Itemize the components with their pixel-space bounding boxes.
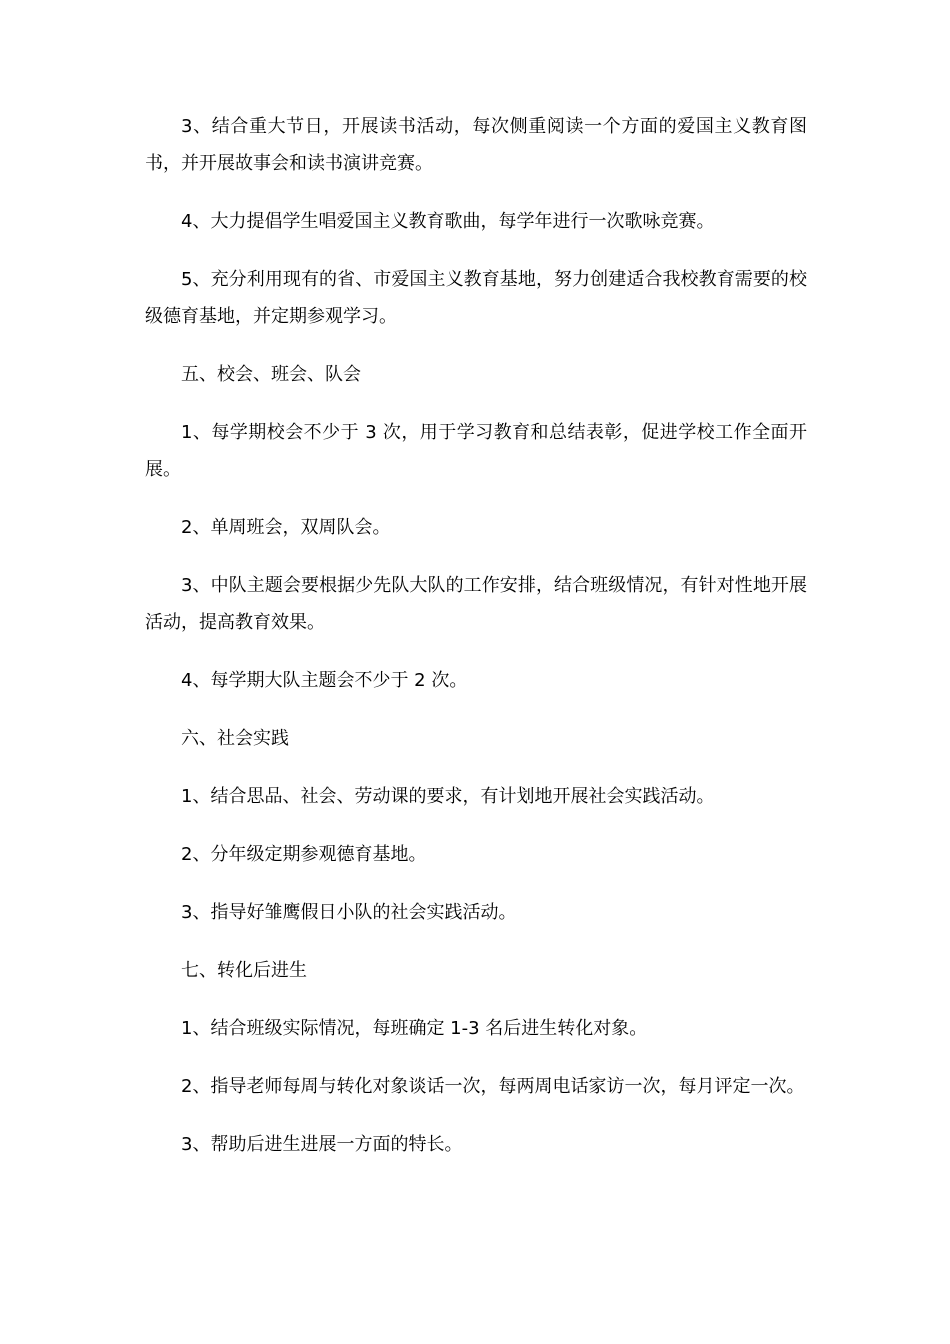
- paragraph-students-1: 1、结合班级实际情况，每班确定 1-3 名后进生转化对象。: [181, 1018, 648, 1039]
- section-heading-struggling-students: 七、转化后进生: [181, 960, 307, 981]
- paragraph-meetings-4: 4、每学期大队主题会不少于 2 次。: [181, 670, 468, 691]
- paragraph-item-3-reading: 3、结合重大节日，开展读书活动，每次侧重阅读一个方面的爱国主义教育图书，并开展故事会和读书演讲竞赛。: [145, 116, 807, 174]
- paragraph-students-2: 2、指导老师每周与转化对象谈话一次，每两周电话家访一次，每月评定一次。: [181, 1076, 805, 1097]
- paragraph-meetings-3: 3、中队主题会要根据少先队大队的工作安排，结合班级情况，有针对性地开展活动，提高教育效果。: [145, 575, 807, 633]
- paragraph-students-3: 3、帮助后进生进展一方面的特长。: [181, 1134, 463, 1155]
- paragraph-meetings-1: 1、每学期校会不少于 3 次，用于学习教育和总结表彰，促进学校工作全面开展。: [145, 422, 807, 480]
- paragraph-item-4-songs: 4、大力提倡学生唱爱国主义教育歌曲，每学年进行一次歌咏竞赛。: [181, 211, 715, 232]
- paragraph-practice-2: 2、分年级定期参观德育基地。: [181, 844, 427, 865]
- paragraph-practice-3: 3、指导好雏鹰假日小队的社会实践活动。: [181, 902, 517, 923]
- paragraph-practice-1: 1、结合思品、社会、劳动课的要求，有计划地开展社会实践活动。: [181, 786, 715, 807]
- paragraph-item-5-bases: 5、充分利用现有的省、市爱国主义教育基地，努力创建适合我校教育需要的校级德育基地，并定期参观学习。: [145, 269, 807, 327]
- paragraph-meetings-2: 2、单周班会，双周队会。: [181, 517, 391, 538]
- section-heading-social-practice: 六、社会实践: [181, 728, 289, 749]
- section-heading-meetings: 五、校会、班会、队会: [181, 364, 361, 385]
- document-page: [145, 108, 807, 1184]
